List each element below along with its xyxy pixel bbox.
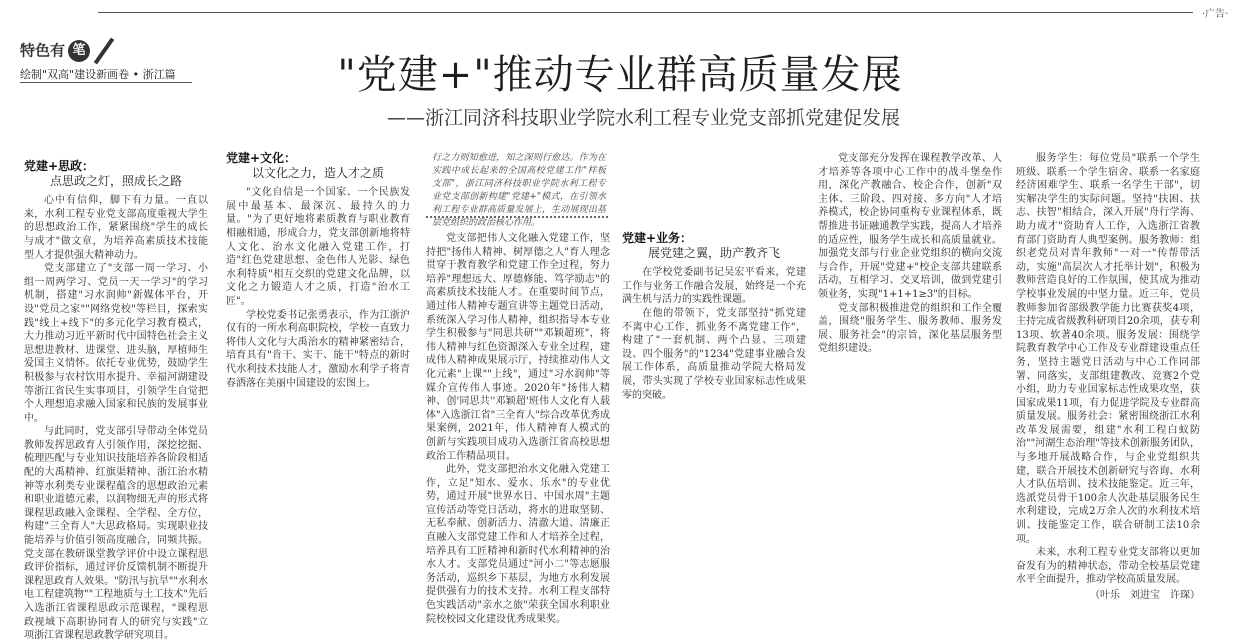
column-5 — [818, 152, 1002, 572]
section2-paragraph: "文化自信是一个国家、一个民族发展中最基本、最深沉、最持久的力量。"为了更好地将素质教育与职业教育相融相通，形成合力，党支部创新地将特人文化、治水文化融入党建工作，打造"红色党建思想、金色伟人光影、绿色水利特质"相互交织的党建文化品牌，以文化之力锻造人才之质，打造"治水工匠"。 — [226, 187, 410, 307]
column-2 — [226, 152, 410, 572]
column-6 — [1016, 152, 1200, 601]
section2-paragraph: 此外，党支部把治水文化融入党建工作，立足"知水、爱水、乐水"的专业优势，通过开展"世界水日、中国水周"主题宣传活动等党日活动，将水的进取坚韧、无私奉献、创新活力、清澈大道、清廉正直融入支部党建工作和人才培养全过程，培养具有工匠精神和新时代水利精神的治水人才。支部党员通过"河小二"等志愿服务活动，巡织乡下基层，为地方水利发展提供强有力的技术支持。水利工程支部特色实践活动"亲水之旅"荣获全国水利职业院校校园文化建设优秀成果奖。 — [426, 464, 610, 625]
section1-paragraph: 党支部建立了"支部一周一学习、小组一周两学习、党员一天一学习"的学习机制，搭建"习水润帅"新媒体平台，开设"党员之家""网络党校"等栏目，探索实践"线上+线下"的多元化学习教育模式，大力推动习近平新时代中国特色社会主义思想进教材、进课堂、进头脑，厚植师生爱国主义情怀。依托专业优势，鼓励学生积极参与农村饮用水提升、幸福河湖建设等浙江省民生实事项目，引领学生自觉把个人理想追求融入国家和民族的发展事业中。 — [24, 263, 208, 424]
brand-text: 特色有 — [20, 41, 66, 60]
column-title — [20, 66, 176, 82]
section1-paragraph: 与此同时，党支部引导带动全体党员教师发挥思政育人引领作用，深挖挖掘、梳理匹配与专业知识技能培养各阶段相适配的大禹精神、红旗渠精神、浙江治水精神等水利类专业课程蕴含的思想政治元素和职业道德元素，以润物细无声的形式将课程思政融入金课程、全学程、全方位，构建"三全育人"大思政格局。实现职业技能培养与价值引领高度融合，同频共振。党支部在教研课堂教学评价中设立课程思政评价指标，通过评价反馈机制不断提升课程思政育人效果。"防汛与抗旱""水利水电工程建筑物""工程地质与土工技术"先后入选浙江省课程思政示范课程，"课程思政视域下高职协同育人的研究与实践"立项浙江省课程思政教学研究项目。 — [24, 426, 208, 642]
headline: "党建+"推动专业群高质量发展 — [337, 52, 903, 98]
pen-icon — [94, 38, 114, 65]
section3-paragraph: 在他的带领下，党支部坚持"抓党建不离中心工作，抓业务不离党建工作"，构建了"一套机制、两个凸显、三项建设、四个服务"的"1234"党建事业融合发展工作体系，高质量推动学院大格局发展，带头实现了学校专业国家标志性成果零的突破。 — [622, 307, 806, 401]
column-region: 浙江篇 — [142, 68, 176, 81]
section1-heading: 党建+思政： — [24, 159, 95, 173]
section1-paragraph: 心中有信仰，脚下有力量。一直以来，水利工程专业党支部高度重视大学生的思想政治工作，紧紧围绕"学生的成长与成才"做文章，为培养高素质技术技能型人才提供强大精神动力。 — [24, 195, 208, 261]
section2-paragraph: 党支部把伟人文化融入党建工作，坚持把"扬伟人精神、树厚德之人"育人理念贯穿于教育教学和党建工作全过程，努力培养"理想远大、厚德修能、笃学励志"的高素质技术技能人才。在重要时间节点，通过伟人精神专题宣讲等主题党日活动，系统深入学习伟人精神，组织指导本专业学生积极参与"同思共研""邓颖超班"，将伟人精神与红色资源深入专业全过程，建成伟人精神成果展示厅，持续推动伟人文化元素"上课""上线"，通过"习水润帅"等媒介宣传伟人事迹。2020年"扬伟人精神、创'同思共''邓颖超'班伟人文化育人载体"入选浙江省"三全育人"综合改革优秀成果案例，2021年，伟人精神育人模式的创新与实践项目成功入选浙江省高校思想政治工作精品项目。 — [426, 233, 610, 462]
column-4 — [622, 232, 806, 572]
section3-paragraph: 未来，水利工程专业党支部将以更加奋发有为的精神状态，带动全校基层党建水平全面提升，推动学校高质量发展。 — [1016, 547, 1200, 586]
subheadline: ——浙江同济科技职业学院水利工程专业党支部抓党建促发展 — [386, 107, 900, 129]
section3-paragraph: 党支部充分发挥在课程教学改革、人才培养等各项中心工作中的战斗堡垒作用，深化产教融合、校企合作，创新"双主体、三阶段、四对接、多方向"人才培养模式，校企协同重构专业课程体系，既帮推进书证融通教学实践，提高人才培养的适应性，服务学生成长和高质量就业。加强党支部与行业企业党组织的横向交流与合作，开展"党建+"校企支部共建联系活动，互相学习、交叉培训，做到党建引领业务，实现"1+1+1≥3"的目标。 — [818, 153, 1002, 300]
column-series: 绘制"双高"建设新画卷 — [20, 68, 130, 81]
section1-subheading: 点思政之灯，照成长之路 — [49, 173, 182, 188]
section3-subheading: 展党建之翼，助产教齐飞 — [647, 245, 780, 260]
section2-paragraph: 学校党委书记张勇表示，作为江浙沪仅有的一所水利高职院校，学校一直致力将伟人文化与大禹治水的精神紧密结合，培育具有"肯干、实干、能干"特点的新时代水利技术技能人才，激励水利学子将青春洒落在美丽中国建设的宏图上。 — [226, 309, 410, 389]
column-separator: • — [132, 68, 140, 81]
section3-paragraph: 党支部积极推进党的组织和工作全覆盖，围绕"服务学生、服务教师、服务发展、服务社会"的宗旨，深化基层服务型党组织建设。 — [818, 302, 1002, 355]
ad-tag: ·广告· — [1202, 9, 1229, 20]
top-rule — [98, 12, 1193, 13]
intro-text: 行之力则知愈进，知之深则行愈达。作为在实践中成长起来的全国高校党建工作"样板支部"，浙江同济科技职业学院水利工程专业党支部创新构建"党建+"模式，在引领水利工程专业群高质量发展上，生动展现出基层党组织的政治核心作用。 — [432, 153, 606, 228]
byline: （叶乐 刘进宝 许琛） — [1090, 590, 1200, 601]
column-title-rule — [20, 82, 192, 83]
section2-heading: 党建+文化： — [226, 151, 297, 165]
section3-heading: 党建+业务： — [622, 231, 693, 245]
column-brand — [20, 36, 106, 66]
section3-paragraph: 服务学生：每位党员"联系一个学生班级、联系一个学生宿舍、联系一名家庭经济困难学生、联系一名学生干部"，切实解决学生的实际问题。坚持"扶困、扶志、扶智"相结合，深入开展"舟行学海、助力成才"资助育人工作，入选浙江省教育部门资助育人典型案例。服务教师：组织老党员对青年教师"一对一"传帮带活动，实施"高层次人才托举计划"，积极为教师营造良好的工作氛围，使其成为推动学校事业发展的中坚力量。近三年，党员教师参加省部级教学能力比赛获奖4项，主持完成省级教科研项目20余项，获专利13项、软著40余项。服务发展：围绕学院教育教学中心工作及专业群建设重点任务，坚持主题党日活动与中心工作同部署、同落实，支部组建教改、竞赛2个党小组，助力专业国家标志性成果攻坚，获国家成果11项，有力促进学院及专业群高质量发展。服务社会：紧密围绕浙江水利改革发展需要，组建"水利工程白蚁防治""河湖生态治理"等技术创新服务团队，与多地开展战略合作，与企业党组织共建，联合开展技术创新研究与咨询、水利人才队伍培训、技术技能鉴定。近三年，选派党员骨干100余人次赴基层服务民生水利建设，完成2万余人次的水利技术培训、技能鉴定工作，联合研制工法10余项。 — [1016, 153, 1200, 545]
section2-subheading: 以文化之力，造人才之质 — [251, 165, 384, 180]
section3-paragraph: 在学校党委副书记吴宏平看来，党建工作与业务工作融合发展，始终是一个充满生机与活力的实践性课题。 — [622, 267, 806, 306]
intro-divider — [426, 216, 608, 218]
column-3 — [426, 232, 610, 625]
brand-badge: 笔 — [68, 40, 90, 62]
column-1 — [24, 159, 208, 642]
